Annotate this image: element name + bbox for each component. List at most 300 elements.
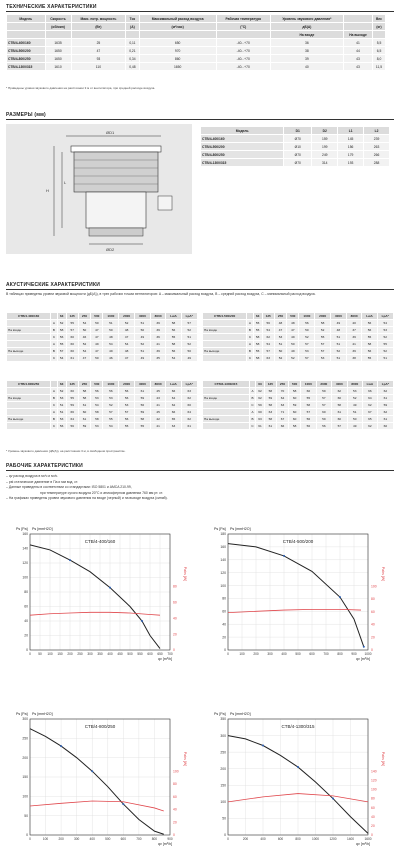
acoustic-cell: 59 (377, 402, 393, 409)
acoustic-cell: 38 (346, 355, 362, 362)
dims-row (201, 135, 390, 143)
acoustic-cell: C (51, 355, 57, 362)
acoustic-cell: 61 (66, 355, 78, 362)
x-tick-label: 900 (167, 837, 173, 841)
acoustic-cell: 66 (276, 423, 288, 430)
specs-header-cell: Скорость (45, 15, 71, 23)
acoustic-header-row (7, 313, 198, 320)
specs-header-cell: Максимальный расход воздуха (139, 15, 216, 23)
y-tick-label: 40 (222, 622, 226, 627)
acoustic-cell: 58 (301, 402, 316, 409)
right-axis-label: Pabs [W] (381, 751, 385, 767)
acoustic-cell: 35 (150, 355, 166, 362)
acoustic-cell: 64 (181, 409, 197, 416)
acoustic-cell: 58 (264, 388, 276, 395)
x-tick-label: 600 (277, 837, 284, 841)
right-tick-label: 60 (371, 609, 375, 614)
acoustic-cell: 52 (377, 348, 393, 355)
acoustic-cell: 50 (287, 341, 299, 348)
acoustic-cell: 52 (299, 334, 315, 341)
acoustic-cell: 45 (150, 409, 166, 416)
acoustic-header-row (203, 313, 394, 320)
power-curve (228, 609, 361, 612)
acoustic-cell: 47 (119, 334, 135, 341)
acoustic-cell: 59 (134, 409, 150, 416)
y-tick-label: 100 (220, 800, 226, 805)
specs-header-cell: (Вт) (71, 23, 126, 31)
x-tick-label: 300 (267, 652, 273, 656)
acoustic-cell: 60 (377, 423, 393, 430)
acoustic-freq-cell: LwA (166, 313, 181, 320)
acoustic-cell: 61 (332, 409, 347, 416)
operating-point (109, 587, 111, 589)
y-tick-label: 40 (24, 619, 28, 624)
acoustic-cell: 61 (78, 402, 90, 409)
specs-header-cell (45, 31, 71, 39)
specs-cell: 0,34 (126, 55, 139, 63)
acoustic-freq-cell: LwA (363, 381, 378, 388)
y-tick-label: 300 (22, 717, 28, 722)
x-tick-label: 600 (147, 652, 153, 656)
specs-cell: 1650 (45, 47, 71, 55)
acoustic-cell: 41 (150, 423, 166, 430)
chart-title: CTB/4-1300/315 (281, 724, 315, 729)
acoustic-cell: 56 (57, 423, 66, 430)
acoustic-cell: 54 (78, 348, 90, 355)
y-tick-label: 160 (22, 532, 28, 537)
dims-cell: CTB/4-500/200 (201, 143, 284, 151)
acoustic-cell: 56 (166, 327, 181, 334)
acoustic-group-cell (203, 341, 247, 348)
dims-cell: CTB/4-1300/315 (201, 159, 284, 167)
acoustic-cell: 57 (316, 402, 331, 409)
acoustic-cell: 56 (66, 423, 78, 430)
acoustic-row (203, 334, 394, 341)
acoustic-cell: 56 (119, 416, 135, 423)
acoustic-freq-cell: 500 (91, 381, 103, 388)
specs-header-cell: (A) (126, 23, 139, 31)
acoustic-cell: C (51, 334, 57, 341)
acoustic-cell: 56 (103, 388, 119, 395)
x-tick-label: 1600 (364, 837, 372, 841)
x-tick-label: 200 (58, 837, 64, 841)
specs-header-cell (71, 31, 126, 39)
perf-chart-1300-315 (204, 705, 394, 855)
chart-title: CTB/4-500/200 (282, 539, 314, 544)
y-tick-label: 140 (22, 546, 28, 551)
acoustic-cell: C (247, 355, 253, 362)
perf-title: РАБОЧИЕ ХАРАКТЕРИСТИКИ (6, 463, 83, 469)
specs-cell: 25 (71, 39, 126, 47)
acoustic-table (6, 312, 198, 362)
acoustic-cell: 64 (166, 395, 181, 402)
acoustic-group-cell (7, 409, 51, 416)
dims-header-row (201, 127, 390, 135)
acoustic-cell: 51 (330, 355, 346, 362)
x-tick-label: 550 (137, 652, 143, 656)
acoustic-cell: A (51, 320, 57, 327)
acoustic-row (7, 423, 198, 430)
y-tick-label: 50 (222, 816, 226, 821)
specs-cell: 110 (71, 63, 126, 71)
y-tick-label: 0 (224, 833, 226, 838)
acoustic-cell: 60 (66, 348, 78, 355)
acoustic-cell: B (51, 395, 57, 402)
acoustic-cell: 55 (362, 334, 377, 341)
dims-cell: CTB/4-800/250 (201, 151, 284, 159)
dims-cell: 263 (364, 143, 390, 151)
y2-axis-label: Ps [mmH2O] (32, 527, 53, 531)
pressure-curve (30, 545, 160, 649)
operating-point (69, 559, 71, 561)
specs-header-cell (344, 15, 373, 23)
acoustic-cell: 64 (276, 395, 288, 402)
specs-cell: 860 (139, 55, 216, 63)
pressure-curve (30, 729, 164, 835)
acoustic-cell: 51 (103, 320, 119, 327)
x-tick-label: 1200 (329, 837, 337, 841)
acoustic-cell: 48 (119, 348, 135, 355)
dims-row (201, 159, 390, 167)
x-tick-label: 400 (281, 652, 287, 656)
perf-note-line: при температуре сухого воздуха 20°C и атмосферном давлении 760 мм рт. ст. (40, 490, 164, 495)
acoustic-cell: 59 (134, 395, 150, 402)
acoustic-cell: 59 (256, 402, 265, 409)
acoustic-cell: 58 (78, 395, 90, 402)
acoustic-cell: 66 (166, 409, 181, 416)
acoustic-freq-cell: 2000 (119, 313, 135, 320)
acoustic-cell: 56 (57, 334, 66, 341)
acoustic-freq-cell: 8000 (346, 313, 362, 320)
acoustic-cell: 48 (119, 327, 135, 334)
acoustic-cell: 55 (166, 334, 181, 341)
acoustic-row (7, 327, 198, 334)
acoustic-group-cell: На выходе (203, 348, 247, 355)
x-tick-label: 100 (239, 652, 245, 656)
acoustic-cell: 53 (299, 348, 315, 355)
acoustic-cell: 47 (91, 334, 103, 341)
right-tick-label: 80 (173, 584, 177, 589)
acoustic-cell: 54 (377, 320, 393, 327)
x-tick-label: 0 (227, 837, 229, 841)
acoustic-cell: 60 (332, 416, 347, 423)
acoustic-intro: В таблицах приведены уровни звуковой мощности (дБ(A)), в трех рабочих точках вентиляторов: A – максимальный расход воздуха, B – средний расход воздуха, C – минимальный расход воздуха. (6, 292, 316, 296)
acoustic-group-cell (7, 388, 51, 395)
operating-point (60, 745, 62, 747)
acoustic-cell: 50 (91, 320, 103, 327)
acoustic-group-cell (7, 341, 51, 348)
acoustic-header-row (203, 381, 394, 388)
acoustic-cell: 45 (150, 388, 166, 395)
acoustic-cell: 46 (103, 355, 119, 362)
acoustic-cell: 62 (256, 395, 265, 402)
acoustic-cell: 55 (66, 320, 78, 327)
acoustic-cell: 47 (91, 348, 103, 355)
acoustic-cell: 50 (78, 327, 90, 334)
acoustic-cell: 54 (103, 341, 119, 348)
acoustic-cell: 49 (287, 348, 299, 355)
acoustic-cell: C (249, 423, 255, 430)
acoustic-cell: 36 (150, 334, 166, 341)
acoustic-cell: 54 (103, 423, 119, 430)
acoustic-cell: 49 (134, 334, 150, 341)
acoustic-freq-cell: 250 (274, 313, 286, 320)
acoustic-cell: 49 (347, 423, 362, 430)
perf-note-line: – На графиках приведены уровни звукового давления на входе (черный) и на выходе воздуха (синий). (6, 496, 168, 500)
y-tick-label: 200 (220, 766, 226, 771)
specs-header-cell: Макс. потр. мощность (71, 15, 126, 23)
x-tick-label: 0 (29, 652, 31, 656)
acoustic-cell: 47 (78, 355, 90, 362)
dims-cell: 193 (338, 159, 364, 167)
x-axis-label: qv [m³/h] (356, 657, 370, 661)
acoustic-cell: 63 (166, 423, 181, 430)
acoustic-cell: 62 (363, 402, 378, 409)
acoustic-row (7, 395, 198, 402)
specs-cell: -40...+70 (216, 63, 270, 71)
acoustic-cell: C (51, 423, 57, 430)
specs-header-cell: Ток (126, 15, 139, 23)
perf-divider (6, 470, 394, 471)
acoustic-cell: C (51, 402, 57, 409)
specs-header-cell (7, 23, 46, 31)
acoustic-cell: 67 (276, 416, 288, 423)
acoustic-cell: B (249, 395, 255, 402)
acoustic-table (202, 312, 394, 362)
dim-d2-label: ØD2 (106, 247, 115, 252)
y-tick-label: 60 (24, 604, 28, 609)
acoustic-freq-cell: 8000 (347, 381, 362, 388)
acoustic-row (203, 327, 394, 334)
acoustic-freq-cell: LpA* (377, 313, 393, 320)
acoustic-row (7, 320, 198, 327)
chart-title: CTB/4-800/250 (84, 724, 116, 729)
acoustic-freq-cell: 125 (262, 313, 274, 320)
acoustic-freq-cell: 250 (276, 381, 288, 388)
acoustic-group-cell: На входе (203, 395, 250, 402)
y-tick-label: 100 (22, 794, 28, 799)
acoustic-cell: 64 (66, 416, 78, 423)
power-curve (30, 801, 164, 811)
specs-cell: 43 (344, 63, 373, 71)
specs-header-cell: Уровень звукового давления* (270, 15, 343, 23)
acoustic-cell: B (249, 416, 255, 423)
acoustic-cell: 48 (330, 327, 346, 334)
acoustic-group-cell (203, 402, 250, 409)
acoustic-cell: 48 (287, 320, 299, 327)
acoustic-group-cell: На выходе (7, 416, 51, 423)
acoustic-cell: 58 (289, 388, 301, 395)
x-tick-label: 650 (157, 652, 163, 656)
acoustic-cell: 58 (57, 327, 66, 334)
acoustic-cell: 55 (253, 327, 262, 334)
acoustic-cell: 52 (78, 341, 90, 348)
acoustic-freq-cell: 4000 (134, 313, 150, 320)
dims-cell: Ø70 (284, 151, 312, 159)
y-tick-label: 120 (22, 561, 28, 566)
acoustic-cell: 66 (166, 388, 181, 395)
pressure-curve (228, 544, 364, 647)
y2-axis-label: Ps [mmH2O] (32, 712, 53, 716)
y2-axis-label: Ps [mmH2O] (230, 712, 251, 716)
acoustic-cell: 47 (287, 327, 299, 334)
specs-cell: 0,48 (126, 63, 139, 71)
acoustic-cell: 60 (181, 402, 197, 409)
right-tick-label: 60 (371, 805, 375, 810)
acoustic-cell: 50 (134, 327, 150, 334)
acoustic-cell: 52 (57, 388, 66, 395)
acoustic-cell: B (51, 416, 57, 423)
acoustic-cell: 57 (103, 409, 119, 416)
acoustic-cell: 56 (91, 388, 103, 395)
specs-header-row (7, 31, 386, 39)
specs-header-cell: На выходе (344, 31, 373, 39)
dims-cell: 179 (338, 151, 364, 159)
right-tick-label: 60 (173, 600, 177, 605)
acoustic-header-row (7, 381, 198, 388)
acoustic-cell: 55 (119, 423, 135, 430)
acoustic-cell: 63 (181, 388, 197, 395)
acoustic-group-cell (203, 388, 250, 395)
acoustic-cell: 52 (103, 402, 119, 409)
acoustic-cell: 50 (181, 348, 197, 355)
acoustic-cell: 57 (315, 341, 331, 348)
acoustic-cell: 55 (315, 334, 331, 341)
acoustic-cell: 49 (181, 355, 197, 362)
specs-header-row (7, 23, 386, 31)
acoustic-cell: 41 (346, 341, 362, 348)
acoustic-cell: B (247, 327, 253, 334)
acoustic-cell: 57 (262, 348, 274, 355)
acoustic-cell: 58 (134, 416, 150, 423)
y2-axis-label: Ps [mmH2O] (230, 527, 251, 531)
acoustic-cell: 62 (377, 409, 393, 416)
acoustic-cell: 52 (57, 320, 66, 327)
acoustic-row (203, 388, 394, 395)
specs-header-cell: Модель (7, 15, 46, 23)
specs-header-cell: дБ(A) (270, 23, 343, 31)
specs-cell: CTB/4-800/250 (7, 55, 46, 63)
x-tick-label: 800 (337, 652, 343, 656)
specs-cell: 5,5 (373, 39, 386, 47)
acoustic-group-cell (7, 334, 51, 341)
acoustic-cell: 53 (57, 416, 66, 423)
acoustic-cell: 63 (256, 416, 265, 423)
dims-header-cell: L1 (338, 127, 364, 135)
acoustic-cell: C (249, 402, 255, 409)
acoustic-cell: 64 (363, 395, 378, 402)
acoustic-cell: 60 (289, 409, 301, 416)
specs-row (7, 63, 386, 71)
acoustic-cell: A (51, 341, 57, 348)
acoustic-cell: 48 (103, 334, 119, 341)
acoustic-model-cell: CTB/4-800/250 (7, 381, 51, 388)
acoustic-group-cell: На входе (7, 395, 51, 402)
specs-title: ТЕХНИЧЕСКИЕ ХАРАКТЕРИСТИКИ (6, 4, 97, 10)
right-tick-label: 0 (173, 648, 175, 653)
x-tick-label: 0 (29, 837, 31, 841)
acoustic-cell: 51 (274, 341, 286, 348)
y-tick-label: 0 (26, 648, 28, 653)
right-axis-label: Pabs [W] (183, 751, 187, 767)
x-tick-label: 50 (38, 652, 42, 656)
acoustic-group-cell (203, 320, 247, 327)
acoustic-cell: 56 (119, 388, 135, 395)
y-tick-label: 60 (222, 609, 226, 614)
x-tick-label: 200 (67, 652, 73, 656)
acoustic-cell: 60 (66, 341, 78, 348)
acoustic-cell: 58 (315, 320, 331, 327)
acoustic-cell: 52 (287, 355, 299, 362)
acoustic-cell: 57 (66, 327, 78, 334)
acoustic-cell: 49 (134, 355, 150, 362)
dim-h-label: H (46, 188, 49, 193)
acoustic-cell: 55 (362, 355, 377, 362)
specs-row (7, 39, 386, 47)
acoustic-cell: 60 (289, 416, 301, 423)
acoustic-row (203, 341, 394, 348)
acoustic-cell: 58 (166, 320, 181, 327)
right-tick-label: 100 (371, 584, 377, 589)
acoustic-cell: A (249, 409, 255, 416)
acoustic-cell: 40 (346, 320, 362, 327)
acoustic-cell: 47 (274, 327, 286, 334)
acoustic-cell: 52 (181, 341, 197, 348)
acoustic-group-cell (203, 334, 247, 341)
x-tick-label: 1000 (364, 652, 372, 656)
acoustic-row (203, 402, 394, 409)
acoustic-cell: 50 (347, 416, 362, 423)
dims-divider (6, 119, 394, 120)
right-tick-label: 20 (371, 635, 375, 640)
acoustic-cell: 49 (330, 320, 346, 327)
acoustic-cell: 60 (289, 395, 301, 402)
acoustic-cell: 62 (332, 388, 347, 395)
acoustic-model-cell: CTB/4-400/160 (7, 313, 51, 320)
x-tick-label: 400 (107, 652, 113, 656)
specs-cell: -40...+70 (216, 47, 270, 55)
acoustic-cell: 47 (119, 355, 135, 362)
acoustic-freq-cell: 63 (253, 313, 262, 320)
acoustic-cell: 55 (57, 341, 66, 348)
acoustic-cell: 46 (78, 334, 90, 341)
acoustic-cell: 41 (150, 402, 166, 409)
x-tick-label: 450 (117, 652, 123, 656)
acoustic-cell: 55 (377, 341, 393, 348)
dims-cell: CTB/4-400/160 (201, 135, 284, 143)
right-tick-label: 40 (173, 807, 177, 812)
acoustic-cell: 52 (347, 395, 362, 402)
acoustic-cell: 54 (166, 355, 181, 362)
acoustic-cell: B (51, 348, 57, 355)
acoustic-freq-cell: 1000 (299, 313, 315, 320)
specs-cell: 0,21 (126, 47, 139, 55)
operating-point (262, 745, 264, 747)
acoustic-cell: 56 (119, 395, 135, 402)
acoustic-row (203, 416, 394, 423)
specs-cell: 38 (270, 47, 343, 55)
acoustic-cell: 49 (347, 402, 362, 409)
x-tick-label: 600 (309, 652, 315, 656)
acoustic-group-cell (7, 402, 51, 409)
acoustic-title: АКУСТИЧЕСКИЕ ХАРАКТЕРИСТИКИ (6, 282, 100, 288)
acoustic-cell: 56 (301, 416, 316, 423)
acoustic-cell: 56 (262, 320, 274, 327)
dims-title: РАЗМЕРЫ (мм) (6, 112, 46, 118)
specs-cell: 36 (270, 39, 343, 47)
acoustic-freq-cell: LwA (166, 381, 181, 388)
x-tick-label: 200 (253, 652, 259, 656)
